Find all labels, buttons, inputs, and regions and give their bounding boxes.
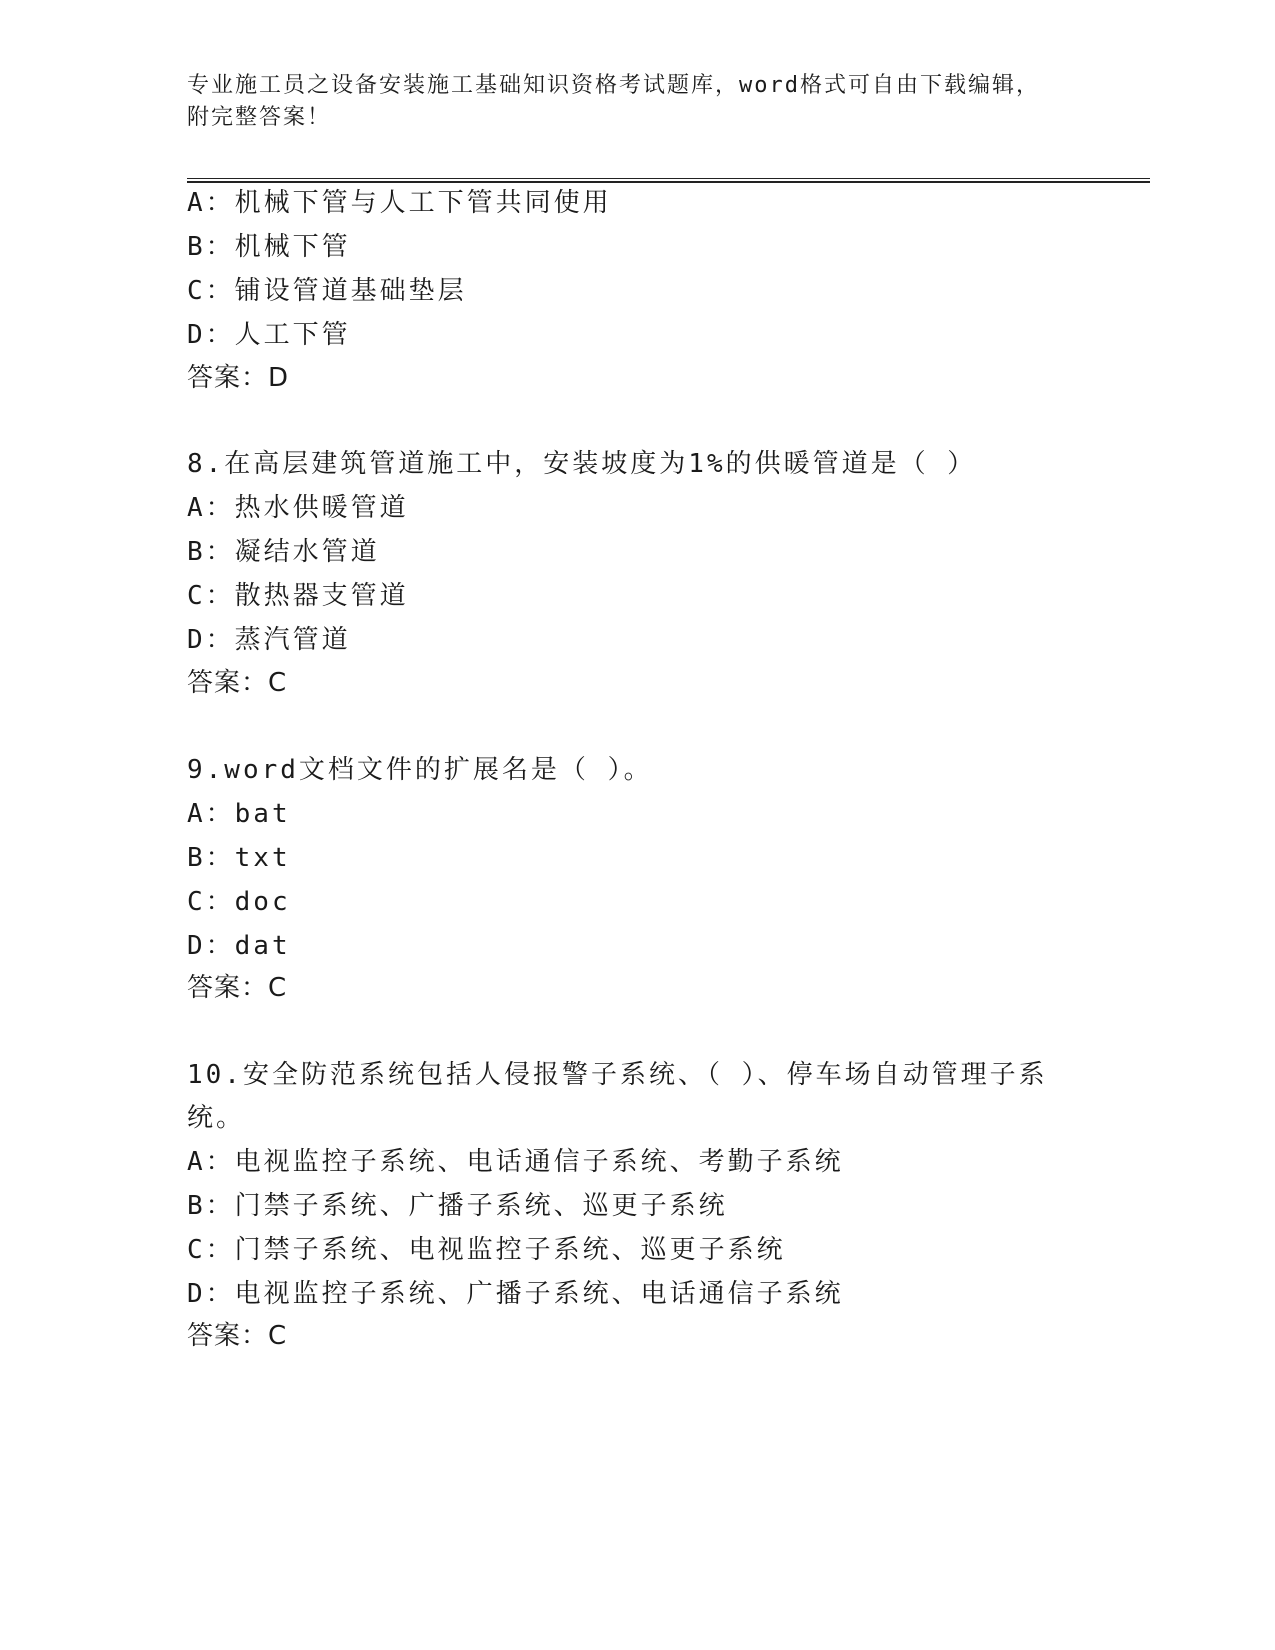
header-divider xyxy=(187,178,1150,183)
option-d: D：人工下管 xyxy=(187,320,351,350)
answer-line: 答案：C xyxy=(187,973,288,1003)
answer-line: 答案：C xyxy=(187,668,288,698)
option-d: D：dat xyxy=(187,931,291,961)
option-a: A：电视监控子系统、电话通信子系统、考勤子系统 xyxy=(187,1147,844,1177)
question-text: 8.在高层建筑管道施工中，安装坡度为1%的供暖管道是（ ） xyxy=(187,449,977,479)
option-a: A：热水供暖管道 xyxy=(187,493,409,523)
option-b: B：凝结水管道 xyxy=(187,537,380,567)
option-d: D：蒸汽管道 xyxy=(187,625,351,655)
question-text: 9.word文档文件的扩展名是（ ）。 xyxy=(187,755,653,785)
option-c: C：门禁子系统、电视监控子系统、巡更子系统 xyxy=(187,1235,786,1265)
question-text: 10.安全防范系统包括人侵报警子系统、（ ）、停车场自动管理子系 xyxy=(187,1060,1048,1090)
option-c: C：doc xyxy=(187,887,291,917)
answer-line: 答案：D xyxy=(187,363,290,393)
option-c: C：铺设管道基础垫层 xyxy=(187,276,467,306)
option-a: A：bat xyxy=(187,799,291,829)
option-d: D：电视监控子系统、广播子系统、电话通信子系统 xyxy=(187,1279,844,1309)
option-b: B：txt xyxy=(187,843,291,873)
answer-line: 答案：C xyxy=(187,1321,288,1351)
option-b: B：机械下管 xyxy=(187,232,351,262)
option-a: A：机械下管与人工下管共同使用 xyxy=(187,188,612,218)
document-header: 专业施工员之设备安装施工基础知识资格考试题库，word格式可自由下载编辑， 附完整答案！ xyxy=(187,73,1040,130)
question-text-continued: 统。 xyxy=(187,1103,246,1133)
option-b: B：门禁子系统、广播子系统、巡更子系统 xyxy=(187,1191,728,1221)
option-c: C：散热器支管道 xyxy=(187,581,409,611)
